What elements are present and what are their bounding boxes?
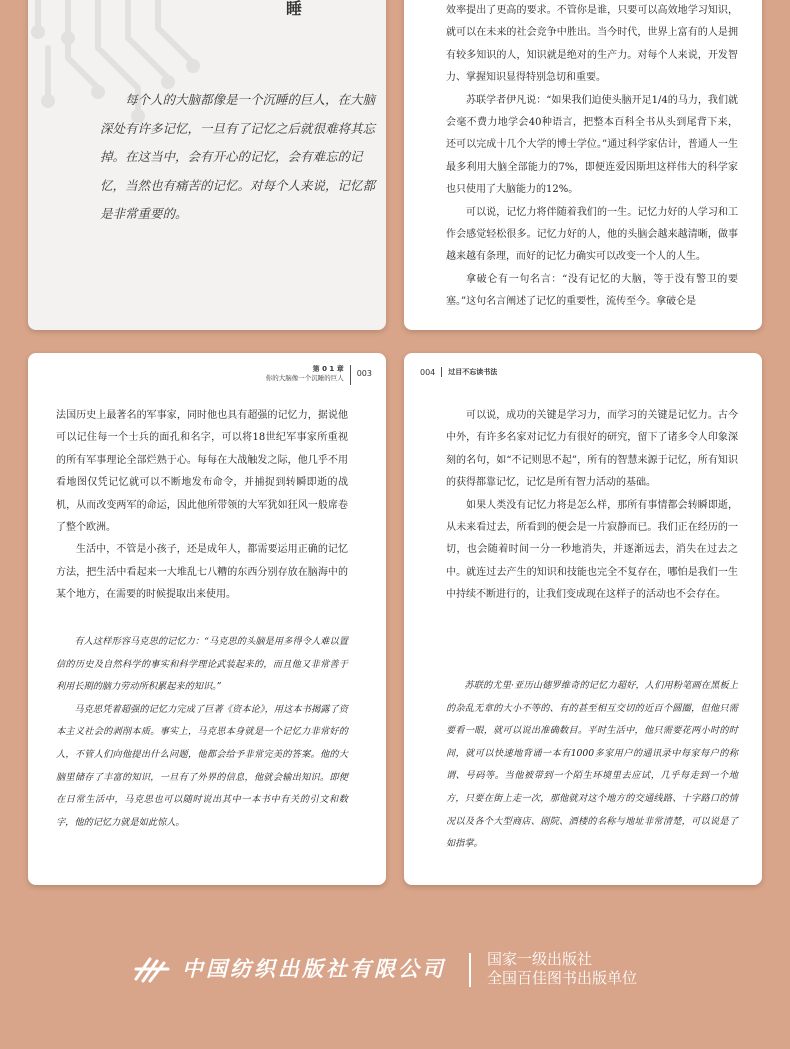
body-paragraph: 如果人类没有记忆力将是怎么样，那所有事情都会转瞬即逝，从未来看过去，所看到的便会是一片寂静而已。我们正在经历的一切，也会随着时间一分一秒地消失，并逐渐远去，消失在过去之中。就连过去产生的知识和技能也完全不复存在，哪怕是我们一生中持续不断进行的，让我们变成现在这样子的活动也不会存在。 [446,499,738,601]
header-subtitle: 你的大脑像一个沉睡的巨人 [265,374,344,382]
body-paragraph: 生活中，不管是小孩子，还是成年人，都需要运用正确的记忆方法，把生活中看起来一大堆乱七八糟的东西分别存放在脑海中的某个地方，在需要的时候提取出来使用。 [56,544,348,601]
chapter-intro [100,86,376,229]
quote-paragraph: 有人这样形容马克思的记忆力：“马克思的头脑是用多得令人难以置信的历史及自然科学的事实和科学理论武装起来的，而且他又非常善于利用长期的脑力劳动所积累起来的知识。” [56,636,348,693]
quote-block [446,675,738,856]
page-body [446,0,738,314]
chapter-title-fragment: 睡 [286,0,303,18]
footer-divider [469,953,471,987]
body-paragraph: 苏联学者伊凡说：“如果我们迫使头脑开足1/4的马力，我们就会毫不费力地学会40种语言，把整本百科全书从头到尾背下来，还可以完成十几个大学的博士学位。”通过科学家估计，普通人一生最多利用大脑全部能力的7%，即便连爱因斯坦这样伟大的科学家也只使用了大脑能力的12%。 [446,94,738,196]
header-divider [350,365,351,385]
body-paragraph: 法国历史上最著名的军事家，同时他也具有超强的记忆力，据说他可以记住每一个士兵的面孔和名字，可以将18世纪军事家所重视的所有军事理论全部烂熟于心。每每在大战触发之际，他几乎不用看地图仅凭记忆就可以不断地发布命令，并捕捉到转瞬即逝的战机，从而改变两军的命运，因此他所带领的大军犹如狂风一般席卷了整个欧洲。 [56,410,348,534]
body-paragraph: 可以说，记忆力将伴随着我们的一生。记忆力好的人学习和工作会感觉轻松很多。记忆力好的人，他的头脑会越来越清晰，做事越来越有条理，而好的记忆力确实可以改变一个人的人生。 [446,206,738,263]
publisher-logo-icon [134,955,170,983]
header-divider [441,367,442,377]
publisher-name: 中国纺织出版社有限公司 [182,956,446,981]
tagline-line-1: 国家一级出版社 [487,950,593,968]
header-book-title: 过目不忘读书法 [448,368,498,376]
book-page-top-right [404,0,762,330]
running-header [420,367,497,377]
quote-paragraph: 马克思凭着超强的记忆力完成了巨著《资本论》，用这本书揭露了资本主义社会的剥削本质。事实上，马克思本身就是一个记忆力非常好的人，不管人们向他提出什么问题，他都会给予非常完美的答案。他的大脑里储存了丰富的知识，一旦有了外界的信息，他就会输出知识。即便在日常生活中，马克思也可以随时说出其中一本书中有关的引文和数字，他的记忆力就是如此惊人。 [56,703,348,828]
body-paragraph: 可以说，成功的关键是学习力，而学习的关键是记忆力。古今中外，有许多名家对记忆力有很好的研究，留下了诸多令人印象深刻的名句，如“不记则思不起”，所有的智慧来源于记忆，所有知识的获得都靠记忆，记忆是所有智力活动的基础。 [446,410,738,489]
publisher-tagline [487,950,637,988]
intro-paragraph: 每个人的大脑都像是一个沉睡的巨人，在大脑深处有许多记忆，一旦有了记忆之后就很难将其忘掉。在这当中，会有开心的记忆，会有难忘的记忆，当然也有痛苦的记忆。对每个人来说，记忆都是非常重要的。 [100,92,376,221]
body-paragraph: 拿破仑有一句名言：“没有记忆的大脑，等于没有警卫的要塞。”这句名言阐述了记忆的重要性，流传至今。拿破仑是 [446,273,738,308]
book-page-003 [28,353,386,885]
header-chapter: 第 0 1 章 [312,365,344,373]
page-body [446,405,738,607]
tagline-line-2: 全国百佳图书出版单位 [487,969,638,987]
book-page-004 [404,353,762,885]
quote-paragraph: 苏联的尤里·亚历山德罗维奇的记忆力超好，人们用粉笔画在黑板上的杂乱无章的大小不等的、有的甚至相互交切的近百个圆圈，但他只需要看一眼，就可以说出准确数目。平时生活中，他只需要花两小时的时间，就可以快速地背诵一本有1000多家用户的通讯录中每家每户的称谓、号码等。当他被带到一个陌生环境里去应试，几乎每走到一个地方，只要在街上走一次，那他就对这个地方的交通线路、十字路口的情况以及各个大型商店、剧院、酒楼的名称与地址非常清楚，可以说是了如指掌。 [446,680,738,850]
running-header [266,365,372,385]
page-number: 004 [420,367,436,377]
chapter-opening-page [28,0,386,330]
page-body [56,405,348,607]
page-number: 003 [356,369,372,378]
quote-block [56,631,348,834]
body-paragraph: 效率提出了更高的要求。不管你是谁，只要可以高效地学习知识，就可以在未来的社会竞争中胜出。当今时代，世界上富有的人是拥有较多知识的人，知识就是绝对的生产力。对每个人来说，开发智力、掌握知识显得特别急切和重要。 [446,5,738,84]
